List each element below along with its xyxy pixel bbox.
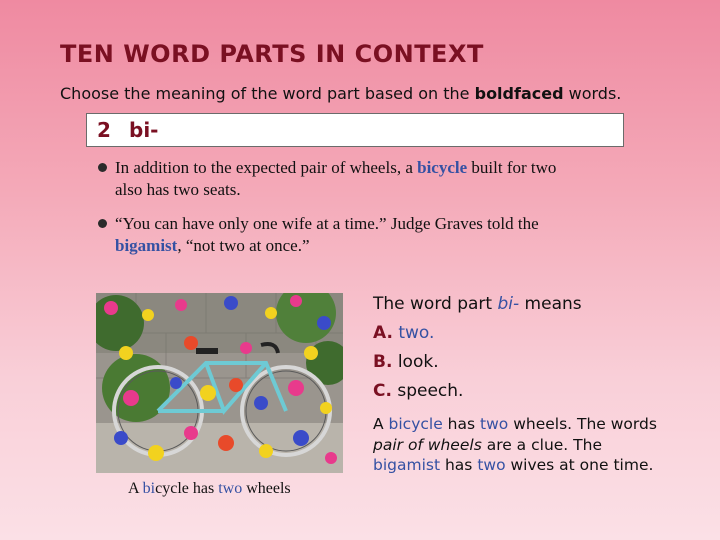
sentence-1-after: built for two bbox=[467, 158, 557, 177]
instructions-after: words. bbox=[563, 84, 622, 103]
sentence-1 bbox=[115, 157, 675, 201]
bicycle-photo bbox=[96, 293, 343, 473]
sentence-2 bbox=[115, 213, 675, 257]
explain-6: pair of wheels bbox=[373, 435, 482, 454]
explanation bbox=[373, 414, 683, 476]
option-b-text: look. bbox=[397, 352, 439, 372]
instructions-before: Choose the meaning of the word part based on the bbox=[60, 84, 475, 103]
explain-8: bigamist bbox=[373, 456, 441, 474]
instructions bbox=[60, 84, 621, 103]
explain-10: two bbox=[477, 456, 506, 474]
question bbox=[373, 290, 582, 406]
explain-4: two bbox=[480, 415, 509, 433]
caption-part-2: bi bbox=[142, 480, 156, 497]
photo-caption bbox=[128, 480, 291, 498]
explain-11: wives at one time. bbox=[505, 456, 654, 474]
option-b[interactable] bbox=[373, 348, 582, 377]
caption-part-1: A bbox=[128, 480, 143, 497]
instructions-bold: boldfaced bbox=[474, 84, 564, 103]
option-c[interactable] bbox=[373, 377, 582, 406]
caption-part-4: two bbox=[218, 480, 243, 497]
sentence-2-line1: “You can have only one wife at a time.” Judge Graves told the bbox=[115, 214, 539, 233]
explain-3: has bbox=[442, 415, 481, 433]
explain-7: are a clue. The bbox=[481, 435, 602, 454]
sentence-1-line2: also has two seats. bbox=[115, 180, 241, 199]
explain-2: bicycle bbox=[388, 415, 443, 433]
explain-9: has bbox=[440, 456, 478, 474]
page-title: TEN WORD PARTS IN CONTEXT bbox=[60, 40, 484, 68]
explain-1: A bbox=[373, 415, 389, 433]
prompt-after: means bbox=[519, 294, 582, 314]
option-a-text: two. bbox=[398, 323, 435, 343]
bullet-icon bbox=[98, 219, 107, 228]
option-b-letter: B. bbox=[373, 352, 393, 372]
option-c-text: speech. bbox=[397, 381, 464, 401]
word-part-number: 2 bbox=[97, 118, 111, 142]
caption-part-3: cycle has bbox=[155, 480, 219, 497]
option-a[interactable] bbox=[373, 319, 582, 348]
prompt-part: bi- bbox=[497, 294, 520, 314]
question-prompt bbox=[373, 290, 582, 319]
sentence-1-before: In addition to the expected pair of wheels, a bbox=[115, 158, 418, 177]
prompt-before: The word part bbox=[373, 294, 498, 314]
bullet-icon bbox=[98, 163, 107, 172]
caption-part-5: wheels bbox=[242, 480, 291, 497]
sentence-2-highlight: bigamist bbox=[115, 236, 178, 255]
word-part: bi- bbox=[129, 118, 159, 142]
word-part-box bbox=[86, 113, 624, 147]
sentence-2-after: , “not two at once.” bbox=[177, 236, 310, 255]
option-a-letter: A. bbox=[373, 323, 393, 343]
sentence-1-highlight: bicycle bbox=[417, 158, 468, 177]
explain-5: wheels. The words bbox=[508, 415, 657, 433]
option-c-letter: C. bbox=[373, 381, 392, 401]
